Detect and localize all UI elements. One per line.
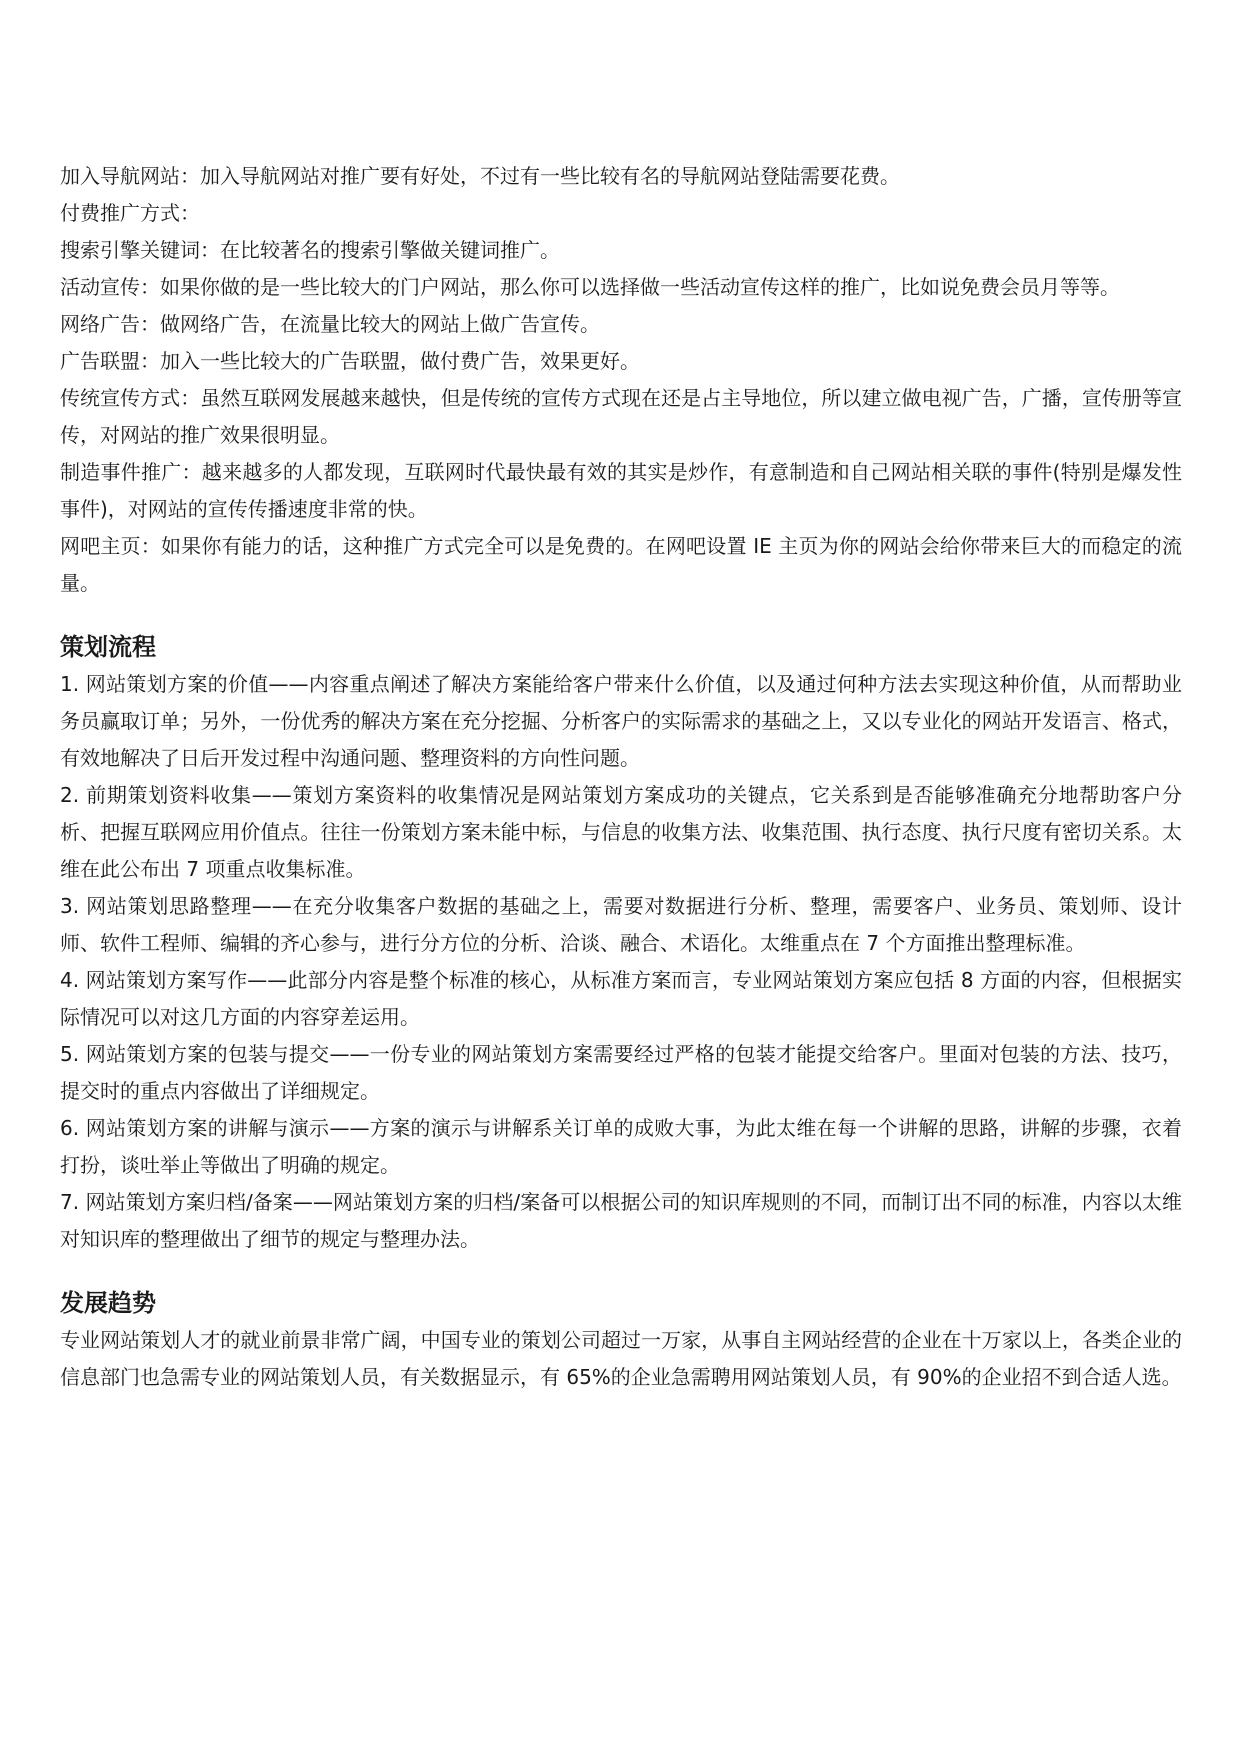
promotion-section (60, 158, 1182, 602)
process-item: 2. 前期策划资料收集——策划方案资料的收集情况是网站策划方案成功的关键点，它关系到是否能够准确充分地帮助客户分析、把握互联网应用价值点。往往一份策划方案未能中标，与信息的收集方法、收集范围、执行态度、执行尺度有密切关系。太维在此公布出 7 项重点收集标准。 (60, 783, 1182, 881)
process-item: 7. 网站策划方案归档/备案——网站策划方案的归档/案备可以根据公司的知识库规则的不同，而制订出不同的标准，内容以太维对知识库的整理做出了细节的规定与整理办法。 (60, 1190, 1182, 1251)
paragraph-event-promo: 制造事件推广：越来越多的人都发现，互联网时代最快最有效的其实是炒作，有意制造和自己网站相关联的事件(特别是爆发性事件)，对网站的宣传传播速度非常的快。 (60, 460, 1182, 521)
paragraph-ad-alliance: 广告联盟：加入一些比较大的广告联盟，做付费广告，效果更好。 (60, 349, 640, 373)
process-item: 1. 网站策划方案的价值——内容重点阐述了解决方案能给客户带来什么价值，以及通过何种方法去实现这种价值，从而帮助业务员赢取订单；另外，一份优秀的解决方案在充分挖掘、分析客户的实际需求的基础之上，又以专业化的网站开发语言、格式，有效地解决了日后开发过程中沟通问题、整理资料的方向性问题。 (60, 672, 1182, 770)
paragraph-search-keywords: 搜索引擎关键词：在比较著名的搜索引擎做关键词推广。 (60, 238, 560, 262)
trend-section (60, 1284, 1182, 1396)
paragraph-paid-promo-heading: 付费推广方式： (60, 201, 200, 225)
section-spacer (60, 1258, 1182, 1284)
paragraph-activity-promo: 活动宣传：如果你做的是一些比较大的门户网站，那么你可以选择做一些活动宣传这样的推广，比如说免费会员月等等。 (60, 275, 1120, 299)
process-section (60, 628, 1182, 1258)
process-item: 3. 网站策划思路整理——在充分收集客户数据的基础之上，需要对数据进行分析、整理，需要客户、业务员、策划师、设计师、软件工程师、编辑的齐心参与，进行分方位的分析、洽谈、融合、术语化。太维重点在 7 个方面推出整理标准。 (60, 894, 1182, 955)
process-item: 4. 网站策划方案写作——此部分内容是整个标准的核心，从标准方案而言，专业网站策划方案应包括 8 方面的内容，但根据实际情况可以对这几方面的内容穿差运用。 (60, 968, 1182, 1029)
process-item: 5. 网站策划方案的包装与提交——一份专业的网站策划方案需要经过严格的包装才能提交给客户。里面对包装的方法、技巧，提交时的重点内容做出了详细规定。 (60, 1042, 1182, 1103)
document-page (60, 158, 1182, 1396)
section-heading-process: 策划流程 (60, 633, 156, 661)
trend-paragraph: 专业网站策划人才的就业前景非常广阔，中国专业的策划公司超过一万家，从事自主网站经营的企业在十万家以上，各类企业的信息部门也急需专业的网站策划人员，有关数据显示，有 65%的企业急需聘用网站策划人员，有 90%的企业招不到合适人选。 (60, 1328, 1182, 1389)
paragraph-netcafe-homepage: 网吧主页：如果你有能力的话，这种推广方式完全可以是免费的。在网吧设置 IE 主页为你的网站会给你带来巨大的而稳定的流量。 (60, 534, 1182, 595)
paragraph-online-ads: 网络广告：做网络广告，在流量比较大的网站上做广告宣传。 (60, 312, 600, 336)
paragraph-traditional-promo: 传统宣传方式：虽然互联网发展越来越快，但是传统的宣传方式现在还是占主导地位，所以建立做电视广告，广播，宣传册等宣传，对网站的推广效果很明显。 (60, 386, 1182, 447)
section-spacer (60, 602, 1182, 628)
section-heading-trend: 发展趋势 (60, 1289, 156, 1317)
paragraph-nav-sites: 加入导航网站：加入导航网站对推广要有好处，不过有一些比较有名的导航网站登陆需要花费。 (60, 164, 900, 188)
process-item: 6. 网站策划方案的讲解与演示——方案的演示与讲解系关订单的成败大事，为此太维在每一个讲解的思路，讲解的步骤，衣着打扮，谈吐举止等做出了明确的规定。 (60, 1116, 1182, 1177)
